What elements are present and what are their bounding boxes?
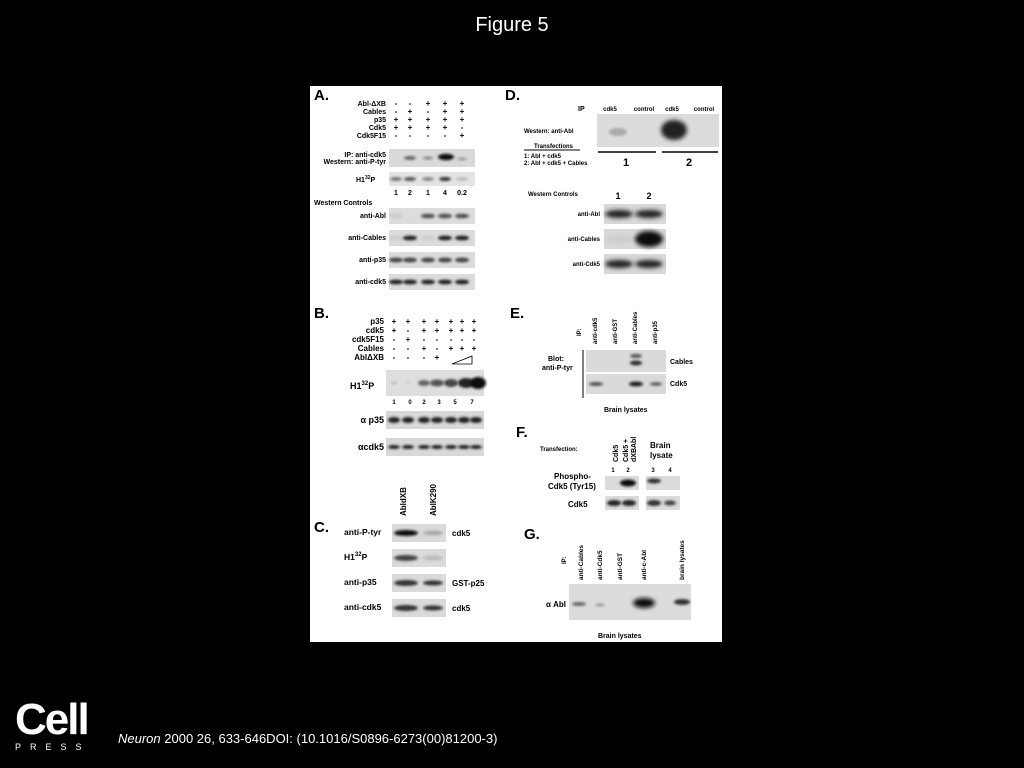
panel-a-control-band [455, 258, 469, 263]
panel-b-condition-sign: - [460, 335, 464, 344]
panel-b-condition-sign: + [471, 344, 477, 353]
panel-b-condition-sign: - [435, 335, 439, 344]
panel-c-row-label-sup: 32 [354, 552, 362, 558]
panel-b-quant-value: 5 [453, 400, 457, 406]
panel-a-condition-sign: - [408, 99, 412, 108]
panel-b-condition-sign: + [459, 317, 465, 326]
panel-a-condition-sign: - [426, 131, 430, 140]
panel-a-control-band [421, 236, 435, 241]
panel-d-column-label: control [693, 107, 715, 113]
panel-a-condition-sign: + [425, 115, 431, 124]
panel-b-condition-sign: + [391, 317, 397, 326]
panel-a-condition-sign: + [442, 107, 448, 116]
logo-sub: PRESS [15, 742, 91, 752]
panel-c-letter: C. [314, 519, 329, 536]
panel-f-brain-line-1: Brain [650, 441, 671, 450]
panel-c-row-label-text: anti-P-tyr [344, 527, 382, 537]
panel-b-condition-sign: + [448, 326, 454, 335]
panel-a-condition-sign: + [459, 99, 465, 108]
panel-a-h1p-band [404, 177, 416, 181]
panel-b-condition-sign: + [434, 326, 440, 335]
panel-b-blot-band [445, 445, 457, 449]
panel-b-condition-sign: - [435, 344, 439, 353]
panel-b-blot-label: αcdk5 [357, 442, 384, 452]
panel-g-footer: Brain lysates [598, 633, 642, 640]
panel-a-ip-label: IP: anti-cdk5 [344, 152, 386, 159]
panel-a-western-label: Western: anti-P-tyr [323, 159, 386, 166]
panel-a-quant-value: 4 [443, 190, 447, 197]
panel-e-cables-blot [586, 350, 666, 372]
panel-c-row-label-end: P [361, 552, 368, 562]
panel-d-group-2-label: 2 [685, 157, 693, 169]
panel-f-cdk5-band [607, 500, 621, 506]
panel-b-condition-sign: - [406, 326, 410, 335]
panel-a-condition-sign: + [425, 123, 431, 132]
panel-c-row-label [344, 552, 368, 562]
panel-a-condition-sign: - [426, 107, 430, 116]
citation-journal: Neuron [118, 731, 161, 746]
panel-b-blot-band [418, 417, 430, 423]
panel-b-blot-band [418, 445, 430, 449]
panel-a-control-band [438, 236, 452, 241]
panel-f-transfection-label: Transfection: [540, 447, 578, 453]
panel-a-h1p-band [456, 177, 468, 181]
panel-a-control-label: anti-p35 [359, 257, 386, 264]
panel-a-condition-sign: + [459, 131, 465, 140]
panel-a-condition-sign: - [394, 99, 398, 108]
panel-d-abl-band [661, 120, 687, 140]
panel-b-condition-label: Cables [357, 344, 384, 353]
panel-g-band [572, 602, 586, 606]
panel-a-control-band [389, 236, 403, 241]
panel-g-column-label: brain lysates [679, 540, 686, 580]
panel-e-cdk5-band [589, 382, 603, 386]
panel-f-cdk5-band [622, 500, 636, 506]
panel-b-quant-value: 0 [408, 400, 412, 406]
panel-g-ip-label: IP: [562, 556, 568, 564]
panel-b-quant-value: 3 [437, 400, 441, 406]
panel-b-h1p-label: $H1^{32}P$ [350, 381, 375, 391]
panel-g-column-label: anti-c-Abl [641, 550, 648, 580]
panel-c-row-label-text: anti-p35 [344, 577, 377, 587]
panel-a-condition-sign: - [408, 131, 412, 140]
panel-b-condition-label: AblΔXB [354, 353, 384, 362]
panel-f-col-cdk5: Cdk5 [613, 444, 620, 462]
panel-f-letter: F. [516, 424, 528, 441]
panel-a-control-label: anti-cdk5 [355, 279, 386, 286]
panel-a-conditions [357, 99, 465, 140]
panel-e-ip-label: IP: [577, 328, 583, 336]
panel-g-band [674, 599, 690, 605]
panel-a-letter: A. [314, 87, 329, 104]
panel-g-column-label: anti-Cdk5 [597, 550, 604, 580]
panel-b-blot-band [402, 417, 414, 423]
panel-b-condition-sign: + [448, 317, 454, 326]
figure-svg [310, 86, 722, 642]
panel-c-row-right-label: GST-p25 [452, 579, 485, 588]
panel-c-band [423, 556, 443, 561]
panel-d-transfection-2: 2: Abl + cdk5 + Cables [524, 161, 588, 167]
panel-f-row-phospho: Phospho- [554, 472, 591, 481]
panel-d-controls-lane-1: 1 [615, 191, 621, 201]
panel-d-column-label: control [633, 107, 655, 113]
panel-a-condition-sign: + [442, 123, 448, 132]
panel-e-letter: E. [510, 305, 525, 322]
panel-b-blot-band [388, 445, 400, 449]
panel-e [510, 305, 693, 414]
panel-f-brain-line-2: lysate [650, 451, 673, 460]
panel-c-row-label [344, 527, 382, 537]
panel-a-control-band [438, 280, 452, 285]
panel-d-control-band [635, 260, 663, 268]
panel-c-row-label [344, 602, 382, 612]
panel-f-phospho-band [620, 480, 636, 487]
panel-b-condition-sign: + [459, 344, 465, 353]
panel-a-ptyr-band [457, 158, 467, 161]
panel-b-quant-value: 2 [422, 400, 426, 406]
panel-d-ip-label: IP [578, 106, 585, 113]
panel-f-col-dxbabl: dXBAbl [631, 436, 638, 462]
panel-d-transfection-1: 1: Abl + cdk5 [524, 154, 561, 160]
panel-d-column-label: cdk5 [665, 107, 679, 113]
panel-a-condition-sign: + [459, 115, 465, 124]
panel-a-control-band [403, 236, 417, 241]
panel-b-h1p-band [418, 380, 430, 386]
panel-a-condition-sign: - [443, 131, 447, 140]
panel-a-condition-sign: + [459, 107, 465, 116]
panel-a-condition-label: Cables [363, 109, 386, 116]
panel-a-h1p-band [422, 177, 434, 181]
panel-e-column-label: anti-cdk5 [593, 317, 599, 344]
panel-d-column-label: cdk5 [603, 107, 617, 113]
panel-a-h1p-band [390, 177, 402, 181]
panel-d-control-band [605, 260, 633, 268]
panel-b-blot-band [402, 445, 414, 449]
panel-b-quantification [392, 400, 474, 406]
panel-a-control-label: anti-Cables [348, 235, 386, 242]
panel-b-condition-label: p35 [370, 317, 384, 326]
panel-b-h1p-band [444, 379, 458, 387]
panel-d-controls [568, 204, 666, 274]
panel-a-control-band [389, 214, 403, 219]
panel-f-row-tyr15: Cdk5 (Tyr15) [548, 482, 596, 491]
panel-a-control-band [421, 280, 435, 285]
panel-c-band [423, 581, 443, 586]
panel-b-condition-sign: - [472, 335, 476, 344]
panel-b-gradient-wedge [452, 356, 472, 364]
panel-d-abl-faint-band [609, 128, 627, 136]
panel-a-control-band [389, 258, 403, 263]
figure-panel [310, 86, 722, 642]
panel-b-h1p-band [470, 377, 486, 389]
panel-a-condition-sign: - [460, 123, 464, 132]
panel-e-blot-label: Blot: [548, 356, 564, 363]
panel-b-condition-sign: + [405, 317, 411, 326]
panel-g-column-label: anti-Cables [578, 544, 585, 580]
panel-b [314, 305, 486, 456]
panel-f-cdk5-band [664, 501, 676, 506]
citation [118, 731, 497, 746]
panel-d-control-band [605, 210, 633, 218]
panel-g-column-label: anti-GST [617, 552, 624, 580]
panel-a-condition-sign: + [407, 115, 413, 124]
panel-b-blot-band [470, 445, 482, 449]
panel-e-columns [593, 311, 659, 344]
panel-a-quant-value: 1 [394, 190, 398, 197]
panel-a-controls [348, 208, 475, 290]
panel-d-controls-lane-2: 2 [646, 191, 652, 201]
panel-c-band [394, 555, 418, 561]
panel-a-control-band [403, 258, 417, 263]
panel-e-column-label: anti-Cables [633, 311, 639, 344]
panel-a [314, 87, 475, 290]
panel-b-condition-sign: + [471, 317, 477, 326]
panel-b-blot-band [458, 417, 470, 423]
panel-c-row-label [344, 577, 377, 587]
panel-b-condition-sign: + [421, 326, 427, 335]
panel-d-control-label: anti-Cables [567, 237, 600, 243]
panel-b-condition-label: cdk5 [365, 326, 384, 335]
panel-d [505, 87, 719, 274]
panel-f-lane-number: 2 [626, 468, 630, 474]
page-title: Figure 5 [475, 14, 549, 36]
panel-e-cables-band [630, 354, 642, 358]
panel-b-h1p-band [391, 382, 397, 385]
panel-b-conditions [352, 317, 477, 362]
panel-b-blot-band [431, 445, 443, 449]
panel-a-condition-sign: + [425, 99, 431, 108]
panel-a-control-band [389, 280, 403, 285]
panel-g-letter: G. [524, 526, 540, 543]
panel-b-quant-value: 1 [392, 400, 396, 406]
panel-d-control-band [635, 210, 663, 218]
panel-a-condition-sign: - [394, 107, 398, 116]
panel-f-lane-number: 4 [668, 468, 672, 474]
panel-e-footer: Brain lysates [604, 407, 648, 414]
panel-b-blot-label: α p35 [360, 415, 384, 425]
panel-a-control-band [421, 214, 435, 219]
panel-c-rows [344, 524, 485, 617]
panel-a-condition-sign: + [407, 123, 413, 132]
panel-c-band [394, 530, 418, 536]
panel-d-control-label: anti-Cdk5 [572, 262, 600, 268]
panel-b-blots [358, 411, 484, 456]
panel-a-condition-sign: + [393, 123, 399, 132]
panel-b-condition-sign: + [448, 344, 454, 353]
panel-a-condition-sign: - [394, 131, 398, 140]
panel-a-quantification [394, 190, 467, 197]
panel-a-h1p-band [439, 177, 451, 181]
panel-c-col-ablk290: AblK290 [429, 483, 438, 516]
panel-b-blot-band [388, 417, 400, 423]
panel-a-quant-value: 0.2 [457, 190, 467, 197]
panel-d-transfections-title: Transfections [534, 144, 574, 150]
panel-a-control-band [455, 214, 469, 219]
panel-g-band [595, 604, 605, 607]
panel-f-lane-number: 1 [611, 468, 615, 474]
panel-a-condition-label: Cdk5F15 [356, 133, 386, 140]
panel-c-band [423, 606, 443, 611]
panel-b-condition-sign: - [392, 353, 396, 362]
panel-a-quant-value: 2 [408, 190, 412, 197]
panel-c-col-abldxb: AbldXB [399, 487, 408, 516]
panel-c-row-label-text: anti-cdk5 [344, 602, 382, 612]
panel-d-group-1-label: 1 [622, 157, 630, 169]
panel-a-control-band [438, 214, 452, 219]
panel-c-band [423, 531, 443, 536]
panel-c-row-label-text: H1 [344, 552, 355, 562]
panel-a-quant-value: 1 [426, 190, 430, 197]
panel-a-condition-sign: + [393, 115, 399, 124]
panel-f-lane-number: 3 [651, 468, 655, 474]
panel-b-blot-band [431, 417, 443, 423]
panel-b-blot-band [470, 417, 482, 423]
panel-b-condition-sign: - [406, 353, 410, 362]
panel-a-control-band [455, 236, 469, 241]
citation-details: 2000 26, 633-646DOI: (10.1016/S0896-6273(00)81200-3) [160, 731, 498, 746]
panel-f-col-cdk5-plus: Cdk5 + [623, 438, 630, 462]
panel-b-condition-sign: + [434, 353, 440, 362]
panel-a-control-label: anti-Abl [359, 213, 386, 220]
panel-e-column-label: anti-p35 [653, 320, 659, 344]
panel-b-condition-sign: - [422, 335, 426, 344]
panel-b-condition-sign: + [459, 326, 465, 335]
panel-g-band [633, 598, 655, 608]
panel-b-condition-sign: - [392, 344, 396, 353]
panel-e-cdk5-band [650, 382, 662, 386]
panel-a-ptyr-band [404, 156, 416, 160]
panel-a-ptyr-band [438, 154, 454, 160]
panel-f-row-cdk5: Cdk5 [568, 500, 588, 509]
panel-c-band [394, 580, 418, 586]
panel-f [516, 424, 680, 510]
panel-a-condition-label: Abl-ΔXB [357, 101, 386, 108]
panel-e-column-label: anti-GST [613, 319, 619, 344]
panel-d-control-band [635, 231, 663, 247]
panel-a-controls-title: Western Controls [314, 200, 373, 207]
panel-g-blot [569, 584, 691, 620]
panel-a-control-band [438, 258, 452, 263]
panel-a-control-band [455, 280, 469, 285]
panel-b-quant-value: 7 [470, 400, 474, 406]
panel-a-condition-sign: + [407, 107, 413, 116]
panel-d-letter: D. [505, 87, 520, 104]
panel-b-condition-sign: - [422, 353, 426, 362]
panel-e-cables-band [630, 361, 642, 366]
panel-b-condition-sign: - [449, 335, 453, 344]
panel-d-control-band [605, 235, 633, 243]
panel-f-lanes [611, 468, 672, 474]
panel-e-blot-antibody: anti-P-tyr [542, 365, 573, 372]
panel-c-row-right-label: cdk5 [452, 529, 471, 538]
panel-b-h1p-band [430, 380, 444, 387]
panel-a-control-band [421, 258, 435, 263]
panel-c-row-right-label: cdk5 [452, 604, 471, 613]
panel-b-condition-sign: + [391, 326, 397, 335]
panel-d-western-label: Western: anti-Abl [524, 129, 574, 135]
panel-g [524, 526, 691, 640]
panel-c [314, 483, 485, 617]
panel-b-condition-sign: + [471, 326, 477, 335]
panel-e-right-cables: Cables [670, 359, 693, 366]
panel-a-condition-label: p35 [373, 117, 386, 124]
panel-c-band [394, 605, 418, 611]
panel-b-condition-sign: + [421, 344, 427, 353]
panel-d-controls-title: Western Controls [528, 192, 578, 198]
cell-press-logo [15, 695, 91, 752]
panel-b-condition-sign: + [421, 317, 427, 326]
panel-b-condition-sign: + [434, 317, 440, 326]
logo-word: Cell [15, 695, 88, 744]
panel-a-control-band [403, 280, 417, 285]
panel-g-columns [578, 540, 686, 580]
panel-b-condition-sign: + [405, 335, 411, 344]
panel-e-right-cdk5: Cdk5 [670, 381, 688, 388]
panel-b-h1p-band [405, 382, 411, 385]
panel-b-condition-sign: - [406, 344, 410, 353]
panel-a-condition-sign: + [442, 99, 448, 108]
panel-a-condition-label: Cdk5 [368, 125, 386, 132]
panel-d-columns [603, 107, 714, 113]
panel-b-condition-label: cdk5F15 [351, 335, 384, 344]
panel-e-cdk5-band [629, 382, 643, 387]
panel-a-control-band [403, 214, 417, 219]
panel-a-h1p-label: $H1^{32}P$ [356, 175, 376, 184]
panel-b-condition-sign: - [392, 335, 396, 344]
panel-b-blot-band [445, 417, 457, 423]
panel-f-phospho-band [647, 479, 661, 484]
panel-f-cdk5-band [647, 500, 661, 506]
panel-g-row-label: α Abl [546, 600, 567, 609]
panel-d-control-label: anti-Abl [577, 212, 600, 218]
panel-b-blot-band [458, 445, 470, 449]
panel-a-condition-sign: + [442, 115, 448, 124]
panel-b-letter: B. [314, 305, 329, 322]
panel-a-ptyr-band [423, 156, 433, 159]
